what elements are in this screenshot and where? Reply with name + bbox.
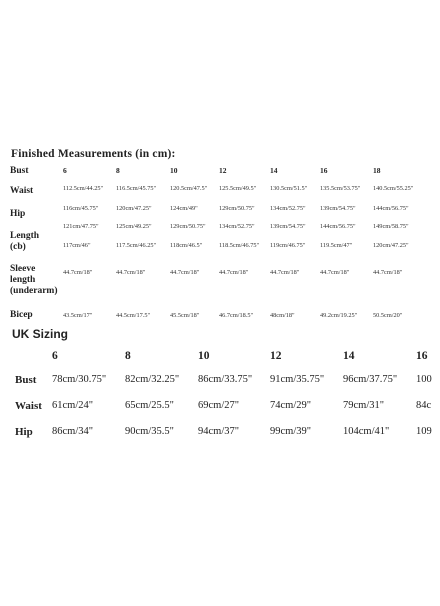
uk-value-cell: 86cm/33.75" bbox=[198, 374, 253, 385]
finished-value-cell: 125.5cm/49.5" bbox=[219, 185, 257, 192]
uk-value-cell: 74cm/29" bbox=[270, 400, 312, 411]
uk-size-14: 14 bbox=[343, 350, 355, 362]
finished-size-18: 18 bbox=[373, 166, 381, 175]
finished-measurements-title: Finished Measurements (in cm): bbox=[11, 148, 176, 160]
finished-value-cell: 44.7cm/18" bbox=[373, 269, 403, 276]
finished-value-cell: 43.5cm/17" bbox=[63, 312, 93, 319]
finished-size-12: 12 bbox=[219, 166, 227, 175]
uk-value-cell: 86cm/34" bbox=[52, 426, 94, 437]
finished-value-cell: 134cm/52.75" bbox=[219, 223, 255, 230]
finished-value-cell: 44.7cm/18" bbox=[63, 269, 93, 276]
finished-bust-label: Bust bbox=[10, 166, 29, 176]
finished-value-cell: 144cm/56.75" bbox=[373, 205, 409, 212]
uk-row-label-waist: Waist bbox=[15, 400, 42, 412]
finished-row-label: Sleeve bbox=[10, 264, 36, 274]
uk-value-cell: 78cm/30.75" bbox=[52, 374, 107, 385]
finished-value-cell: 112.5cm/44.25" bbox=[63, 185, 104, 192]
finished-value-cell: 44.7cm/18" bbox=[219, 269, 249, 276]
finished-value-cell: 118cm/46.5" bbox=[170, 242, 203, 249]
uk-size-12: 12 bbox=[270, 350, 282, 362]
uk-value-cell: 96cm/37.75" bbox=[343, 374, 398, 385]
finished-value-cell: 125cm/49.25" bbox=[116, 223, 152, 230]
finished-row-label: length bbox=[10, 275, 36, 285]
uk-value-cell: 109 bbox=[416, 426, 432, 437]
finished-value-cell: 116.5cm/45.75" bbox=[116, 185, 157, 192]
finished-value-cell: 46.7cm/18.5" bbox=[219, 312, 254, 319]
finished-value-cell: 45.5cm/18" bbox=[170, 312, 200, 319]
finished-value-cell: 49.2cm/19.25" bbox=[320, 312, 358, 319]
finished-value-cell: 149cm/58.75" bbox=[373, 223, 409, 230]
finished-value-cell: 44.7cm/18" bbox=[270, 269, 300, 276]
uk-value-cell: 94cm/37" bbox=[198, 426, 240, 437]
finished-value-cell: 144cm/56.75" bbox=[320, 223, 356, 230]
uk-value-cell: 99cm/39" bbox=[270, 426, 312, 437]
finished-value-cell: 119.5cm/47" bbox=[320, 242, 353, 249]
uk-row-label-hip: Hip bbox=[15, 426, 33, 438]
finished-value-cell: 139cm/54.75" bbox=[320, 205, 356, 212]
finished-row-label: (cb) bbox=[10, 242, 26, 252]
finished-value-cell: 129cm/50.75" bbox=[219, 205, 255, 212]
uk-value-cell: 91cm/35.75" bbox=[270, 374, 325, 385]
finished-size-8: 8 bbox=[116, 166, 120, 175]
uk-value-cell: 79cm/31" bbox=[343, 400, 385, 411]
uk-value-cell: 90cm/35.5" bbox=[125, 426, 174, 437]
finished-value-cell: 44.5cm/17.5" bbox=[116, 312, 151, 319]
uk-value-cell: 65cm/25.5" bbox=[125, 400, 174, 411]
finished-value-cell: 134cm/52.75" bbox=[270, 205, 306, 212]
finished-size-6: 6 bbox=[63, 166, 67, 175]
finished-value-cell: 129cm/50.75" bbox=[170, 223, 206, 230]
finished-row-label: Waist bbox=[10, 186, 34, 196]
uk-value-cell: 61cm/24" bbox=[52, 400, 94, 411]
finished-value-cell: 117.5cm/46.25" bbox=[116, 242, 157, 249]
finished-value-cell: 139cm/54.75" bbox=[270, 223, 306, 230]
finished-row-label: (underarm) bbox=[10, 286, 58, 296]
finished-value-cell: 121cm/47.75" bbox=[63, 223, 99, 230]
finished-row-label: Bicep bbox=[10, 310, 33, 320]
finished-value-cell: 140.5cm/55.25" bbox=[373, 185, 414, 192]
finished-value-cell: 116cm/45.75" bbox=[63, 205, 99, 212]
finished-value-cell: 130.5cm/51.5" bbox=[270, 185, 308, 192]
uk-sizing-title: UK Sizing bbox=[12, 327, 68, 341]
uk-size-16: 16 bbox=[416, 350, 428, 362]
uk-row-label-bust: Bust bbox=[15, 374, 37, 386]
finished-value-cell: 119cm/46.75" bbox=[270, 242, 306, 249]
finished-value-cell: 120cm/47.25" bbox=[116, 205, 152, 212]
finished-value-cell: 117cm/46" bbox=[63, 242, 91, 249]
finished-value-cell: 118.5cm/46.75" bbox=[219, 242, 260, 249]
uk-size-6: 6 bbox=[52, 350, 58, 362]
finished-value-cell: 120cm/47.25" bbox=[373, 242, 409, 249]
finished-row-label: Length bbox=[10, 231, 40, 241]
finished-value-cell: 50.5cm/20" bbox=[373, 312, 403, 319]
finished-size-16: 16 bbox=[320, 166, 328, 175]
uk-value-cell: 100 bbox=[416, 374, 432, 385]
finished-size-10: 10 bbox=[170, 166, 178, 175]
finished-row-label: Hip bbox=[10, 209, 26, 219]
finished-value-cell: 44.7cm/18" bbox=[320, 269, 350, 276]
finished-value-cell: 44.7cm/18" bbox=[116, 269, 146, 276]
uk-value-cell: 84c bbox=[416, 400, 432, 411]
uk-size-10: 10 bbox=[198, 350, 210, 362]
finished-value-cell: 48cm/18" bbox=[270, 312, 295, 319]
uk-value-cell: 69cm/27" bbox=[198, 400, 240, 411]
finished-value-cell: 44.7cm/18" bbox=[170, 269, 200, 276]
uk-value-cell: 104cm/41" bbox=[343, 426, 390, 437]
uk-size-8: 8 bbox=[125, 350, 131, 362]
finished-size-14: 14 bbox=[270, 166, 278, 175]
finished-value-cell: 135.5cm/53.75" bbox=[320, 185, 361, 192]
finished-value-cell: 120.5cm/47.5" bbox=[170, 185, 208, 192]
finished-value-cell: 124cm/49" bbox=[170, 205, 198, 212]
uk-value-cell: 82cm/32.25" bbox=[125, 374, 180, 385]
